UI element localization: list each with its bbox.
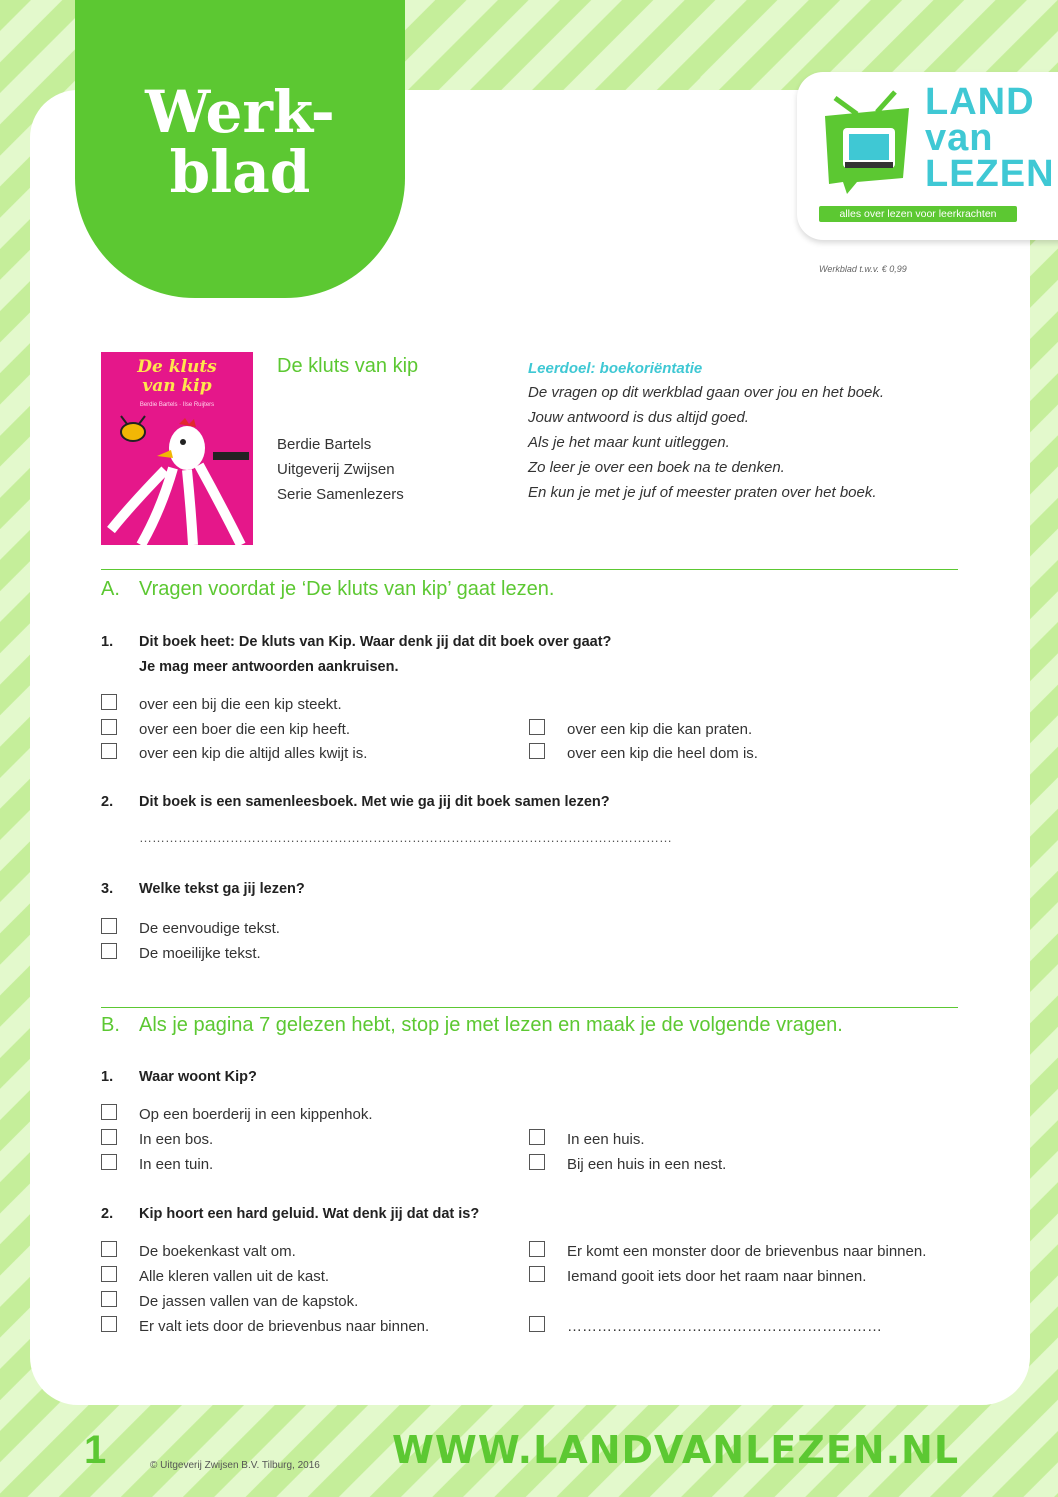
page-number: 1 [84, 1428, 107, 1472]
logo-wordmark: LAND van LEZEN [925, 81, 1055, 195]
cover-title: De kluts van kip [137, 357, 217, 396]
price-note: Werkblad t.w.v. € 0,99 [819, 264, 907, 274]
question-b1 [101, 1065, 257, 1090]
header-tab [75, 0, 405, 298]
book-series: Serie Samenlezers [277, 486, 404, 503]
question-number: 1. [101, 634, 114, 650]
checkbox[interactable] [101, 1266, 117, 1282]
book-cover [101, 352, 253, 545]
copyright: © Uitgeverij Zwijsen B.V. Tilburg, 2016 [150, 1460, 320, 1471]
learning-goal-line: En kun je met je juf of meester praten over het boek. [528, 484, 877, 501]
question-hint: Je mag meer antwoorden aankruisen. [139, 659, 399, 675]
website-link[interactable]: WWW.LANDVANLEZEN.NL [392, 1428, 960, 1472]
section-divider [101, 1007, 958, 1008]
checkbox[interactable] [101, 743, 117, 759]
learning-goal-title: Leerdoel: boekoriëntatie [528, 360, 703, 377]
question-b2 [101, 1202, 479, 1227]
question-text: Welke tekst ga jij lezen? [139, 881, 305, 897]
learning-goal-line: Zo leer je over een boek na te denken. [528, 459, 785, 476]
checkbox[interactable] [101, 1291, 117, 1307]
section-a-heading [101, 578, 554, 601]
checkbox[interactable] [101, 1129, 117, 1145]
question-text: Dit boek is een samenleesboek. Met wie ga jij dit boek samen lezen? [139, 794, 610, 810]
checkbox[interactable] [101, 694, 117, 710]
logo [797, 72, 1058, 240]
learning-goal-line: Als je het maar kunt uitleggen. [528, 434, 730, 451]
tv-logo-icon [817, 86, 917, 196]
checkbox[interactable] [101, 1316, 117, 1332]
checkbox[interactable] [529, 1241, 545, 1257]
learning-goal [528, 358, 884, 505]
question-text: Waar woont Kip? [139, 1069, 257, 1085]
checkbox[interactable] [529, 1316, 545, 1332]
section-divider [101, 569, 958, 570]
learning-goal-line: Jouw antwoord is dus altijd goed. [528, 409, 749, 426]
section-b-title: Als je pagina 7 gelezen hebt, stop je met lezen en maak je de volgende vragen. [139, 1014, 843, 1036]
question-text: Dit boek heet: De kluts van Kip. Waar denk jij dat dit boek over gaat? [139, 634, 612, 650]
question-a1 [101, 630, 611, 680]
learning-goal-line: De vragen op dit werkblad gaan over jou en het boek. [528, 384, 885, 401]
question-number: 1. [101, 1069, 114, 1085]
answer-line[interactable]: …………………………………………………………………………………………………………… [139, 830, 672, 845]
question-number: 2. [101, 794, 114, 810]
question-a2 [101, 790, 610, 815]
checkbox[interactable] [101, 1104, 117, 1120]
question-number: 2. [101, 1206, 114, 1222]
checkbox[interactable] [529, 719, 545, 735]
page-title: Werk- blad [145, 78, 335, 206]
question-a3 [101, 877, 305, 902]
section-b-heading [101, 1014, 843, 1037]
book-title: De kluts van kip [277, 355, 419, 377]
checkbox[interactable] [529, 743, 545, 759]
checkbox[interactable] [529, 1154, 545, 1170]
answer-line[interactable]: ……………………………………………………… [567, 1318, 882, 1335]
checkbox[interactable] [529, 1266, 545, 1282]
section-a-letter: A. [101, 578, 120, 600]
checkbox[interactable] [529, 1129, 545, 1145]
checkbox[interactable] [101, 943, 117, 959]
question-text: Kip hoort een hard geluid. Wat denk jij dat dat is? [139, 1206, 480, 1222]
book-meta [277, 432, 404, 507]
logo-tagline: alles over lezen voor leerkrachten [819, 206, 1017, 222]
section-a-title: Vragen voordat je ‘De kluts van kip’ gaat lezen. [139, 578, 555, 600]
book-publisher: Uitgeverij Zwijsen [277, 461, 395, 478]
checkbox[interactable] [101, 918, 117, 934]
chicken-illustration-icon [101, 410, 253, 545]
question-number: 3. [101, 881, 114, 897]
cover-subtitle: Berdie Bartels · Ilse Ruijters [139, 402, 215, 408]
checkbox[interactable] [101, 719, 117, 735]
section-b-letter: B. [101, 1014, 120, 1036]
book-author: Berdie Bartels [277, 436, 372, 453]
checkbox[interactable] [101, 1241, 117, 1257]
checkbox[interactable] [101, 1154, 117, 1170]
